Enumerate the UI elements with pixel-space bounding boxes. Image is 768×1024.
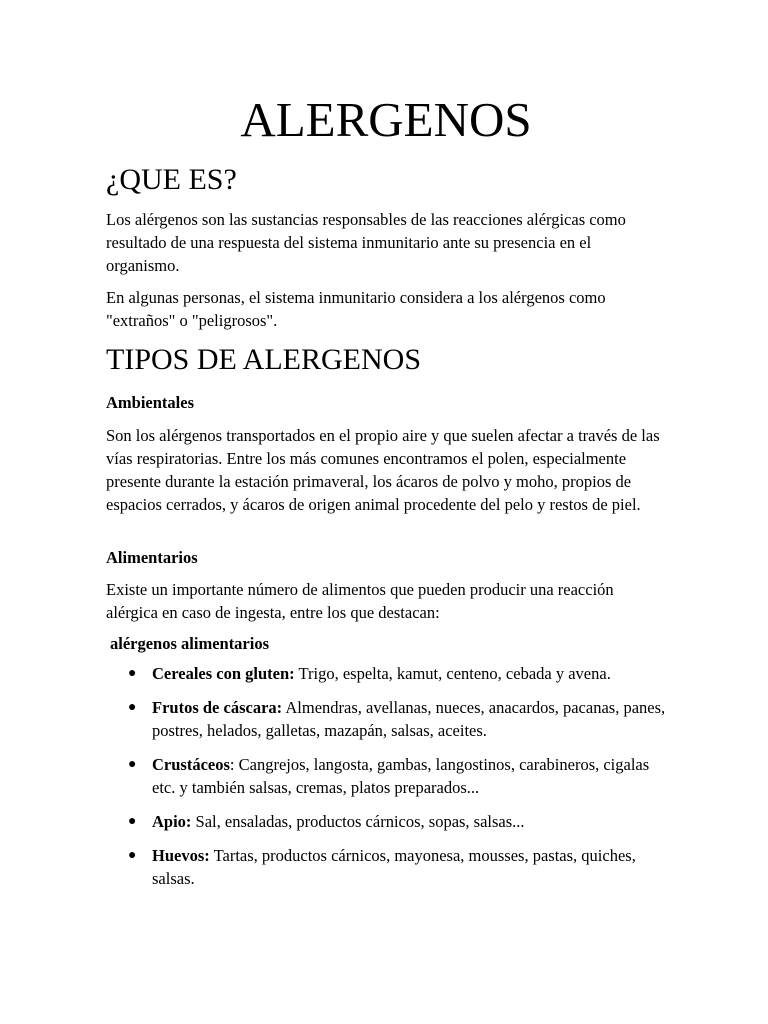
paragraph-alimentarios: Existe un importante número de alimentos que pueden producir una reacción alérgica en caso de ingesta, entre los que destacan: <box>106 580 614 622</box>
document-title: ALERGENOS <box>240 92 532 147</box>
bullet-icon: ● <box>128 848 137 863</box>
list-item-term: Crustáceos <box>152 755 230 774</box>
bullet-icon: ● <box>128 814 137 829</box>
list-item-desc: Almendras, avellanas, nueces, anacardos, pacanas, panes, postres, helados, galletas, mazapán, salsas, aceites. <box>152 698 666 740</box>
list-item <box>106 753 666 799</box>
subheading-ambientales: Ambientales <box>106 393 194 412</box>
list-item-desc: : Cangrejos, langosta, gambas, langostinos, carabineros, cigalas etc. y también salsas, cremas, platos preparados... <box>152 755 650 797</box>
subheading-alimentarios: Alimentarios <box>106 548 198 567</box>
list-item-desc: Sal, ensaladas, productos cárnicos, sopas, salsas... <box>191 812 525 831</box>
list-item-term: Cereales con gluten: <box>152 664 295 683</box>
section-heading-que-es: ¿QUE ES? <box>106 163 237 196</box>
allergen-list <box>106 662 666 901</box>
list-item <box>106 810 666 833</box>
list-item-desc: Tartas, productos cárnicos, mayonesa, mousses, pastas, quiches, salsas. <box>152 846 636 888</box>
list-heading: alérgenos alimentarios <box>110 634 270 653</box>
bullet-icon: ● <box>128 666 137 681</box>
list-item <box>106 844 666 890</box>
bullet-icon: ● <box>128 757 137 772</box>
list-item-term: Frutos de cáscara: <box>152 698 283 717</box>
section-heading-tipos: TIPOS DE ALERGENOS <box>106 343 422 376</box>
paragraph-definition: Los alérgenos son las sustancias responsables de las reacciones alérgicas como resultado de una respuesta del sistema inmunitario ante su presencia en el organismo. <box>106 210 626 275</box>
list-item <box>106 696 666 742</box>
paragraph-immune-system: En algunas personas, el sistema inmunitario considera a los alérgenos como "extraños" o "peligrosos". <box>106 288 606 330</box>
list-item-term: Huevos: <box>152 846 210 865</box>
paragraph-ambientales: Son los alérgenos transportados en el propio aire y que suelen afectar a través de las vías respiratorias. Entre los más comunes encontramos el polen, especialmente presente durante la estación primaveral, los ácaros de polvo y moho, propios de espacios cerrados, y ácaros de origen animal procedente del pelo y restos de piel. <box>106 426 660 514</box>
list-item-term: Apio: <box>152 812 192 831</box>
list-item <box>106 662 666 685</box>
bullet-icon: ● <box>128 700 137 715</box>
list-item-desc: Trigo, espelta, kamut, centeno, cebada y avena. <box>294 664 611 683</box>
